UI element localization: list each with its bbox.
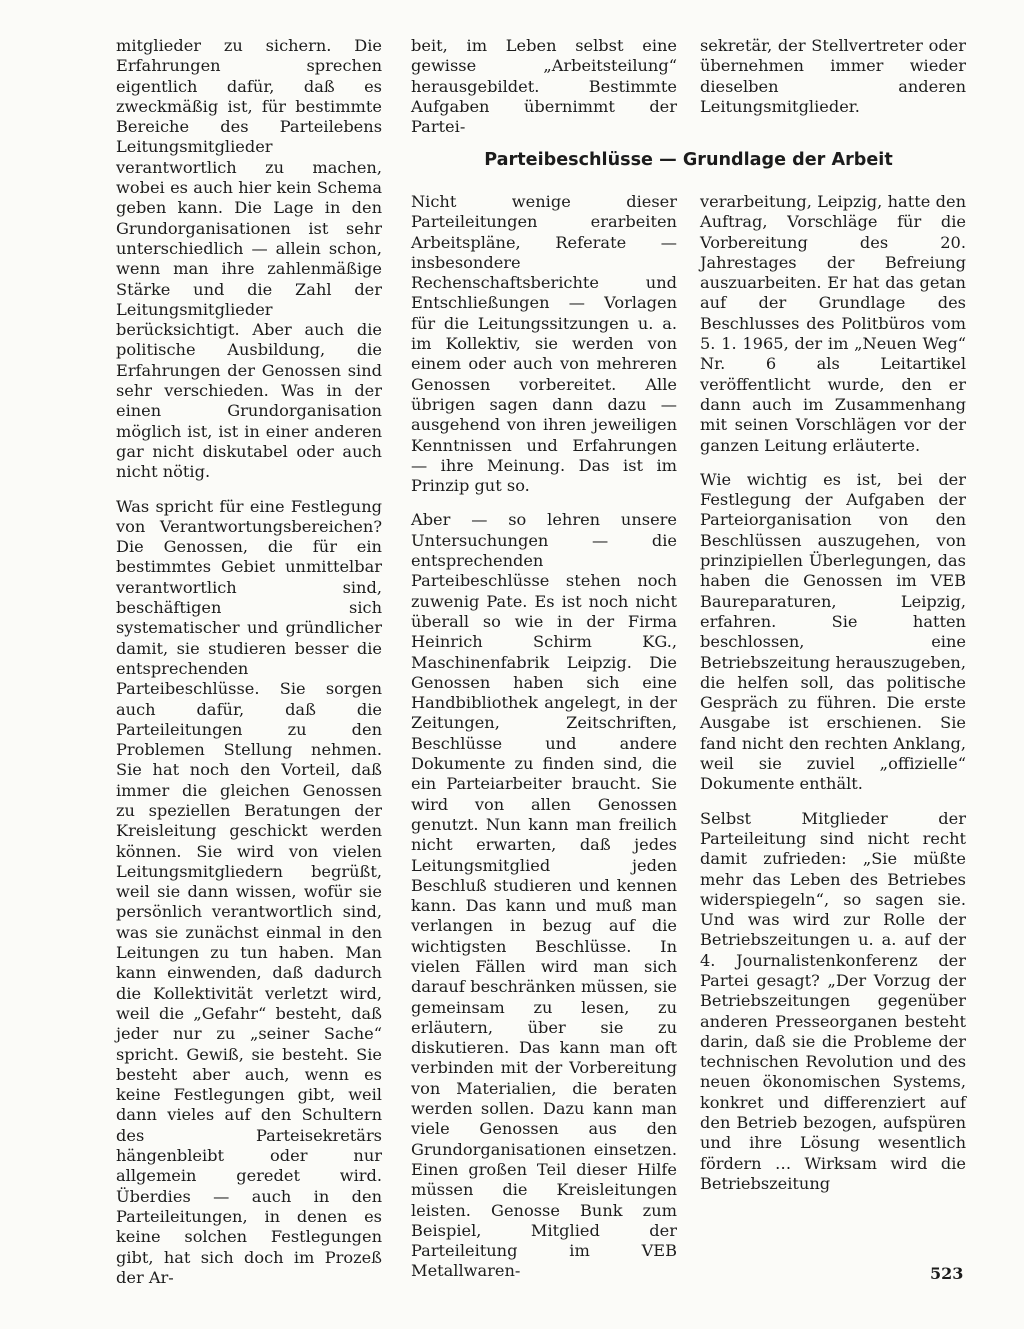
paragraph: Wie wichtig es ist, bei der Festlegung der Aufgaben der Parteiorganisation von den Beschlüssen auszugehen, von prinzipiellen Überlegungen, das haben die Genossen im VEB Baureparaturen, Leipzig, erfahren. Sie hatten beschlossen, eine Betriebszeitung herauszugeben, die helfen soll, das politische Gespräch zu führen. Die erste Ausgabe ist erschienen. Sie fand nicht den rechten Anklang, weil sie zuviel „offizielle“ Dokumente enthält. (700, 469, 966, 794)
paragraph: Selbst Mitglieder der Parteileitung sind nicht recht damit zufrieden: „Sie müßte mehr das Leben des Betriebes widerspiegeln“, so sagen sie. Und was wird zur Rolle der Betriebszeitungen u. a. auf der 4. Journalistenkonferenz der Partei gesagt? „Der Vorzug der Betriebszeitungen gegenüber anderen Presseorganen besteht darin, daß sie die Probleme der technischen Revolution und des neuen ökonomischen Systems, konkret und differenziert auf den Betrieb bezogen, aufspüren und ihre Lösung wesentlich fördern … Wirksam wird die Betriebszeitung (700, 808, 966, 1193)
paragraph: mitglieder zu sichern. Die Erfahrungen sprechen eigentlich dafür, daß es zweckmäßig ist, für bestimmte Bereiche des Parteilebens Leitungsmitglieder verantwortlich zu machen, wobei es auch hier kein Schema geben kann. Die Lage in den Grundorganisationen ist sehr unterschiedlich — allein schon, wenn man ihre zahlenmäßige Stärke und die Zahl der Leitungsmitglieder berücksichtigt. Aber auch die politische Ausbildung, die Erfahrungen der Genossen sind sehr verschieden. Was in der einen Grundorganisation möglich ist, ist in einer anderen gar nicht diskutabel oder auch nicht nötig. (116, 36, 382, 482)
column-2-top (411, 36, 677, 151)
paragraph: Nicht wenige dieser Parteileitungen erarbeiten Arbeitspläne, Referate — insbesondere Rechenschaftsberichte und Entschließungen — Vorlagen für die Leitungssitzungen u. a. im Kollektiv, sie werden von einem oder auch von mehreren Genossen vorbereitet. Alle übrigen sagen dann dazu — ausgehend von ihren jeweiligen Kenntnissen und Erfahrungen — ihre Meinung. Das ist im Prinzip gut so. (411, 192, 677, 496)
paragraph: Was spricht für eine Festlegung von Verantwortungsbereichen? Die Genossen, die für ein bestimmtes Gebiet unmittelbar verantwortlich sind, beschäftigen sich systematischer und gründlicher damit, sie studieren besser die entsprechenden Parteibeschlüsse. Sie sorgen auch dafür, daß die Parteileitungen zu den Problemen Stellung nehmen. Sie hat noch den Vorteil, daß immer die gleichen Genossen zu speziellen Beratungen der Kreisleitung geschickt werden können. Sie wird von vielen Leitungsmitgliedern begrüßt, weil sie dann wissen, wofür sie persönlich verantwortlich sind, was sie zunächst einmal in den Leitungen zu tun haben. Man kann einwenden, daß dadurch die Kollektivität verletzt wird, weil die „Gefahr“ besteht, daß jeder nur zu „seiner Sache“ spricht. Gewiß, sie besteht. Sie besteht aber auch, wenn es keine Festlegungen gibt, weil dann vieles auf den Schultern des Parteisekretärs hängenbleibt oder nur allgemein geredet wird. Überdies — auch in den Parteileitungen, in denen es keine solchen Festlegungen gibt, hat sich doch im Prozeß der Ar- (116, 496, 382, 1287)
column-3-top (700, 36, 966, 131)
column-2 (411, 192, 677, 1296)
column-3 (700, 192, 966, 1208)
section-heading: Parteibeschlüsse — Grundlage der Arbeit (484, 150, 893, 170)
page-number: 523 (930, 1264, 964, 1283)
column-1 (116, 36, 382, 1302)
paragraph: beit, im Leben selbst eine gewisse „Arbeitsteilung“ herausgebildet. Bestimmte Aufgaben übernimmt der Partei- (411, 36, 677, 137)
paragraph: Aber — so lehren unsere Untersuchungen — die entsprechenden Parteibeschlüsse stehen noch zuwenig Pate. Es ist noch nicht überall so wie in der Firma Heinrich Schirm KG., Maschinenfabrik Leipzig. Die Genossen haben sich eine Handbibliothek angelegt, in der Zeitungen, Zeitschriften, Beschlüsse und andere Dokumente zu finden sind, die ein Parteiarbeiter braucht. Sie wird von allen Genossen genutzt. Nun kann man freilich nicht erwarten, daß jedes Leitungsmitglied jeden Beschluß studieren und kennen kann. Das kann und muß man verlangen in bezug auf die wichtigsten Beschlüsse. In vielen Fällen wird man sich darauf beschränken müssen, sie gemeinsam zu lesen, zu erläutern, über sie zu diskutieren. Das kann man oft verbinden mit der Vorbereitung von Materialien, die beraten werden sollen. Dazu kann man viele Genossen aus den Grundorganisationen einsetzen. Einen großen Teil dieser Hilfe müssen die Kreisleitungen leisten. Genosse Bunk zum Beispiel, Mitglied der Parteileitung im VEB Metallwaren- (411, 510, 677, 1281)
paragraph: verarbeitung, Leipzig, hatte den Auftrag, Vorschläge für die Vorbereitung des 20. Jahrestages der Befreiung auszuarbeiten. Er hat das getan auf der Grundlage des Beschlusses des Politbüros vom 5. 1. 1965, der im „Neuen Weg“ Nr. 6 als Leitartikel veröffentlicht wurde, den er dann auch im Zusammenhang mit seinen Vorschlägen vor der ganzen Leitung erläuterte. (700, 192, 966, 455)
paragraph: sekretär, der Stellvertreter oder übernehmen immer wieder dieselben anderen Leitungsmitglieder. (700, 36, 966, 116)
